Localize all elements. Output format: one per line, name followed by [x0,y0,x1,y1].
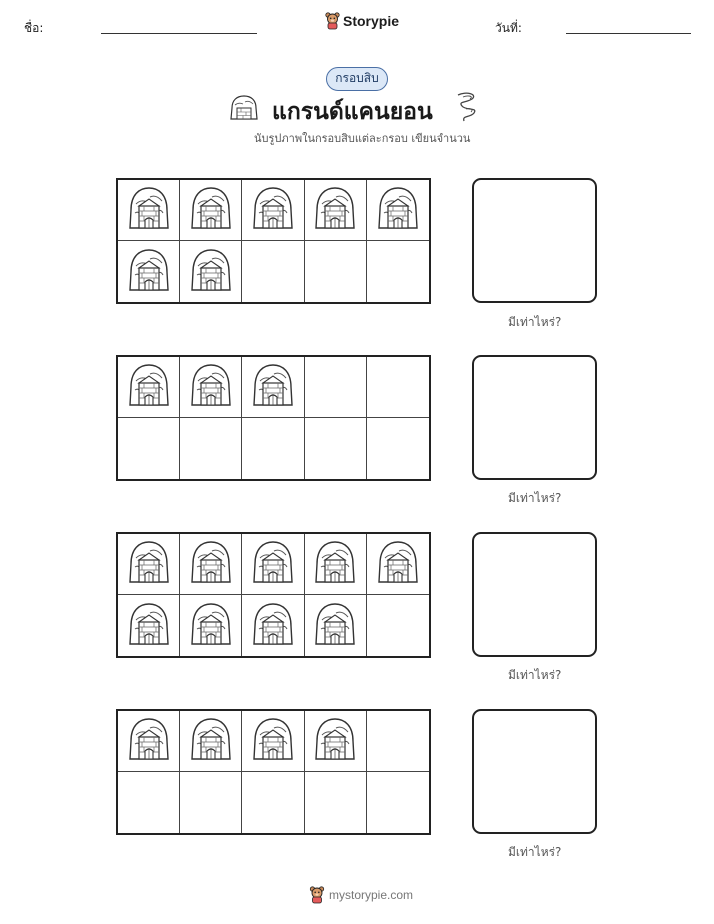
rock-house-icon [127,184,171,236]
rock-house-icon [313,600,357,652]
ten-frame-1 [116,178,431,304]
rock-house-icon [251,715,295,767]
ten-frame-cell [118,418,180,479]
rock-house-icon [127,538,171,590]
ten-frame-cell [305,534,367,595]
ten-frame-cell [180,418,242,479]
name-field[interactable] [101,33,257,34]
ten-frame-cell [242,772,304,833]
bear-mascot-icon [309,886,325,904]
ten-frame-cell [180,772,242,833]
ten-frame-cell [367,418,429,479]
canyon-rock-icon [229,93,259,121]
ten-frame-cell [242,357,304,418]
rock-house-icon [376,184,420,236]
rock-house-icon [376,538,420,590]
instructions: นับรูปภาพในกรอบสิบแต่ละกรอบ เขียนจำนวน [254,132,471,145]
ten-frame-cell [242,711,304,772]
worksheet-badge: กรอบสิบ [326,67,388,91]
ten-frame-cell [367,772,429,833]
rock-house-icon [189,246,233,298]
answer-box-4[interactable] [472,709,597,834]
bear-mascot-icon [325,12,340,30]
count-prompt-3: มีเท่าไหร่? [508,668,562,682]
rock-house-icon [251,361,295,413]
ten-frame-cell [305,241,367,302]
date-field[interactable] [566,33,691,34]
count-prompt-1: มีเท่าไหร่? [508,315,562,329]
rock-house-icon [189,600,233,652]
ten-frame-cell [242,418,304,479]
brand-logo [325,12,399,30]
ten-frame-cell [180,357,242,418]
rock-house-icon [313,184,357,236]
ten-frame-cell [305,711,367,772]
ten-frame-cell [367,180,429,241]
ten-frame-cell [242,595,304,656]
wind-swirl-icon [454,91,482,123]
rock-house-icon [127,361,171,413]
ten-frame-cell [118,772,180,833]
ten-frame-cell [118,357,180,418]
answer-box-3[interactable] [472,532,597,657]
ten-frame-cell [367,241,429,302]
answer-box-1[interactable] [472,178,597,303]
ten-frame-cell [367,595,429,656]
ten-frame-cell [118,534,180,595]
ten-frame-cell [305,180,367,241]
ten-frame-cell [180,534,242,595]
ten-frame-cell [242,180,304,241]
name-label: ชื่อ: [24,21,44,35]
ten-frame-cell [180,180,242,241]
rock-house-icon [189,361,233,413]
ten-frame-cell [305,357,367,418]
ten-frame-cell [305,772,367,833]
answer-box-2[interactable] [472,355,597,480]
ten-frame-cell [367,711,429,772]
date-label: วันที่: [495,21,522,35]
brand-name: Storypie [343,13,400,29]
ten-frame-cell [305,418,367,479]
rock-house-icon [313,538,357,590]
ten-frame-cell [367,534,429,595]
footer [309,886,413,904]
rock-house-icon [313,715,357,767]
rock-house-icon [189,538,233,590]
count-prompt-4: มีเท่าไหร่? [508,845,562,859]
rock-house-icon [127,715,171,767]
ten-frame-cell [118,241,180,302]
footer-site: mystorypie.com [329,888,414,902]
ten-frame-cell [367,357,429,418]
ten-frame-cell [242,241,304,302]
ten-frame-cell [242,534,304,595]
rock-house-icon [251,600,295,652]
rock-house-icon [127,246,171,298]
rock-house-icon [189,184,233,236]
ten-frame-cell [118,180,180,241]
ten-frame-cell [180,241,242,302]
count-prompt-2: มีเท่าไหร่? [508,491,562,505]
page-title: แกรนด์แคนยอน [272,99,433,125]
rock-house-icon [251,538,295,590]
ten-frame-cell [305,595,367,656]
ten-frame-cell [118,711,180,772]
ten-frame-cell [180,711,242,772]
ten-frame-cell [180,595,242,656]
ten-frame-2 [116,355,431,481]
rock-house-icon [189,715,233,767]
ten-frame-3 [116,532,431,658]
ten-frame-4 [116,709,431,835]
rock-house-icon [251,184,295,236]
rock-house-icon [127,600,171,652]
ten-frame-cell [118,595,180,656]
